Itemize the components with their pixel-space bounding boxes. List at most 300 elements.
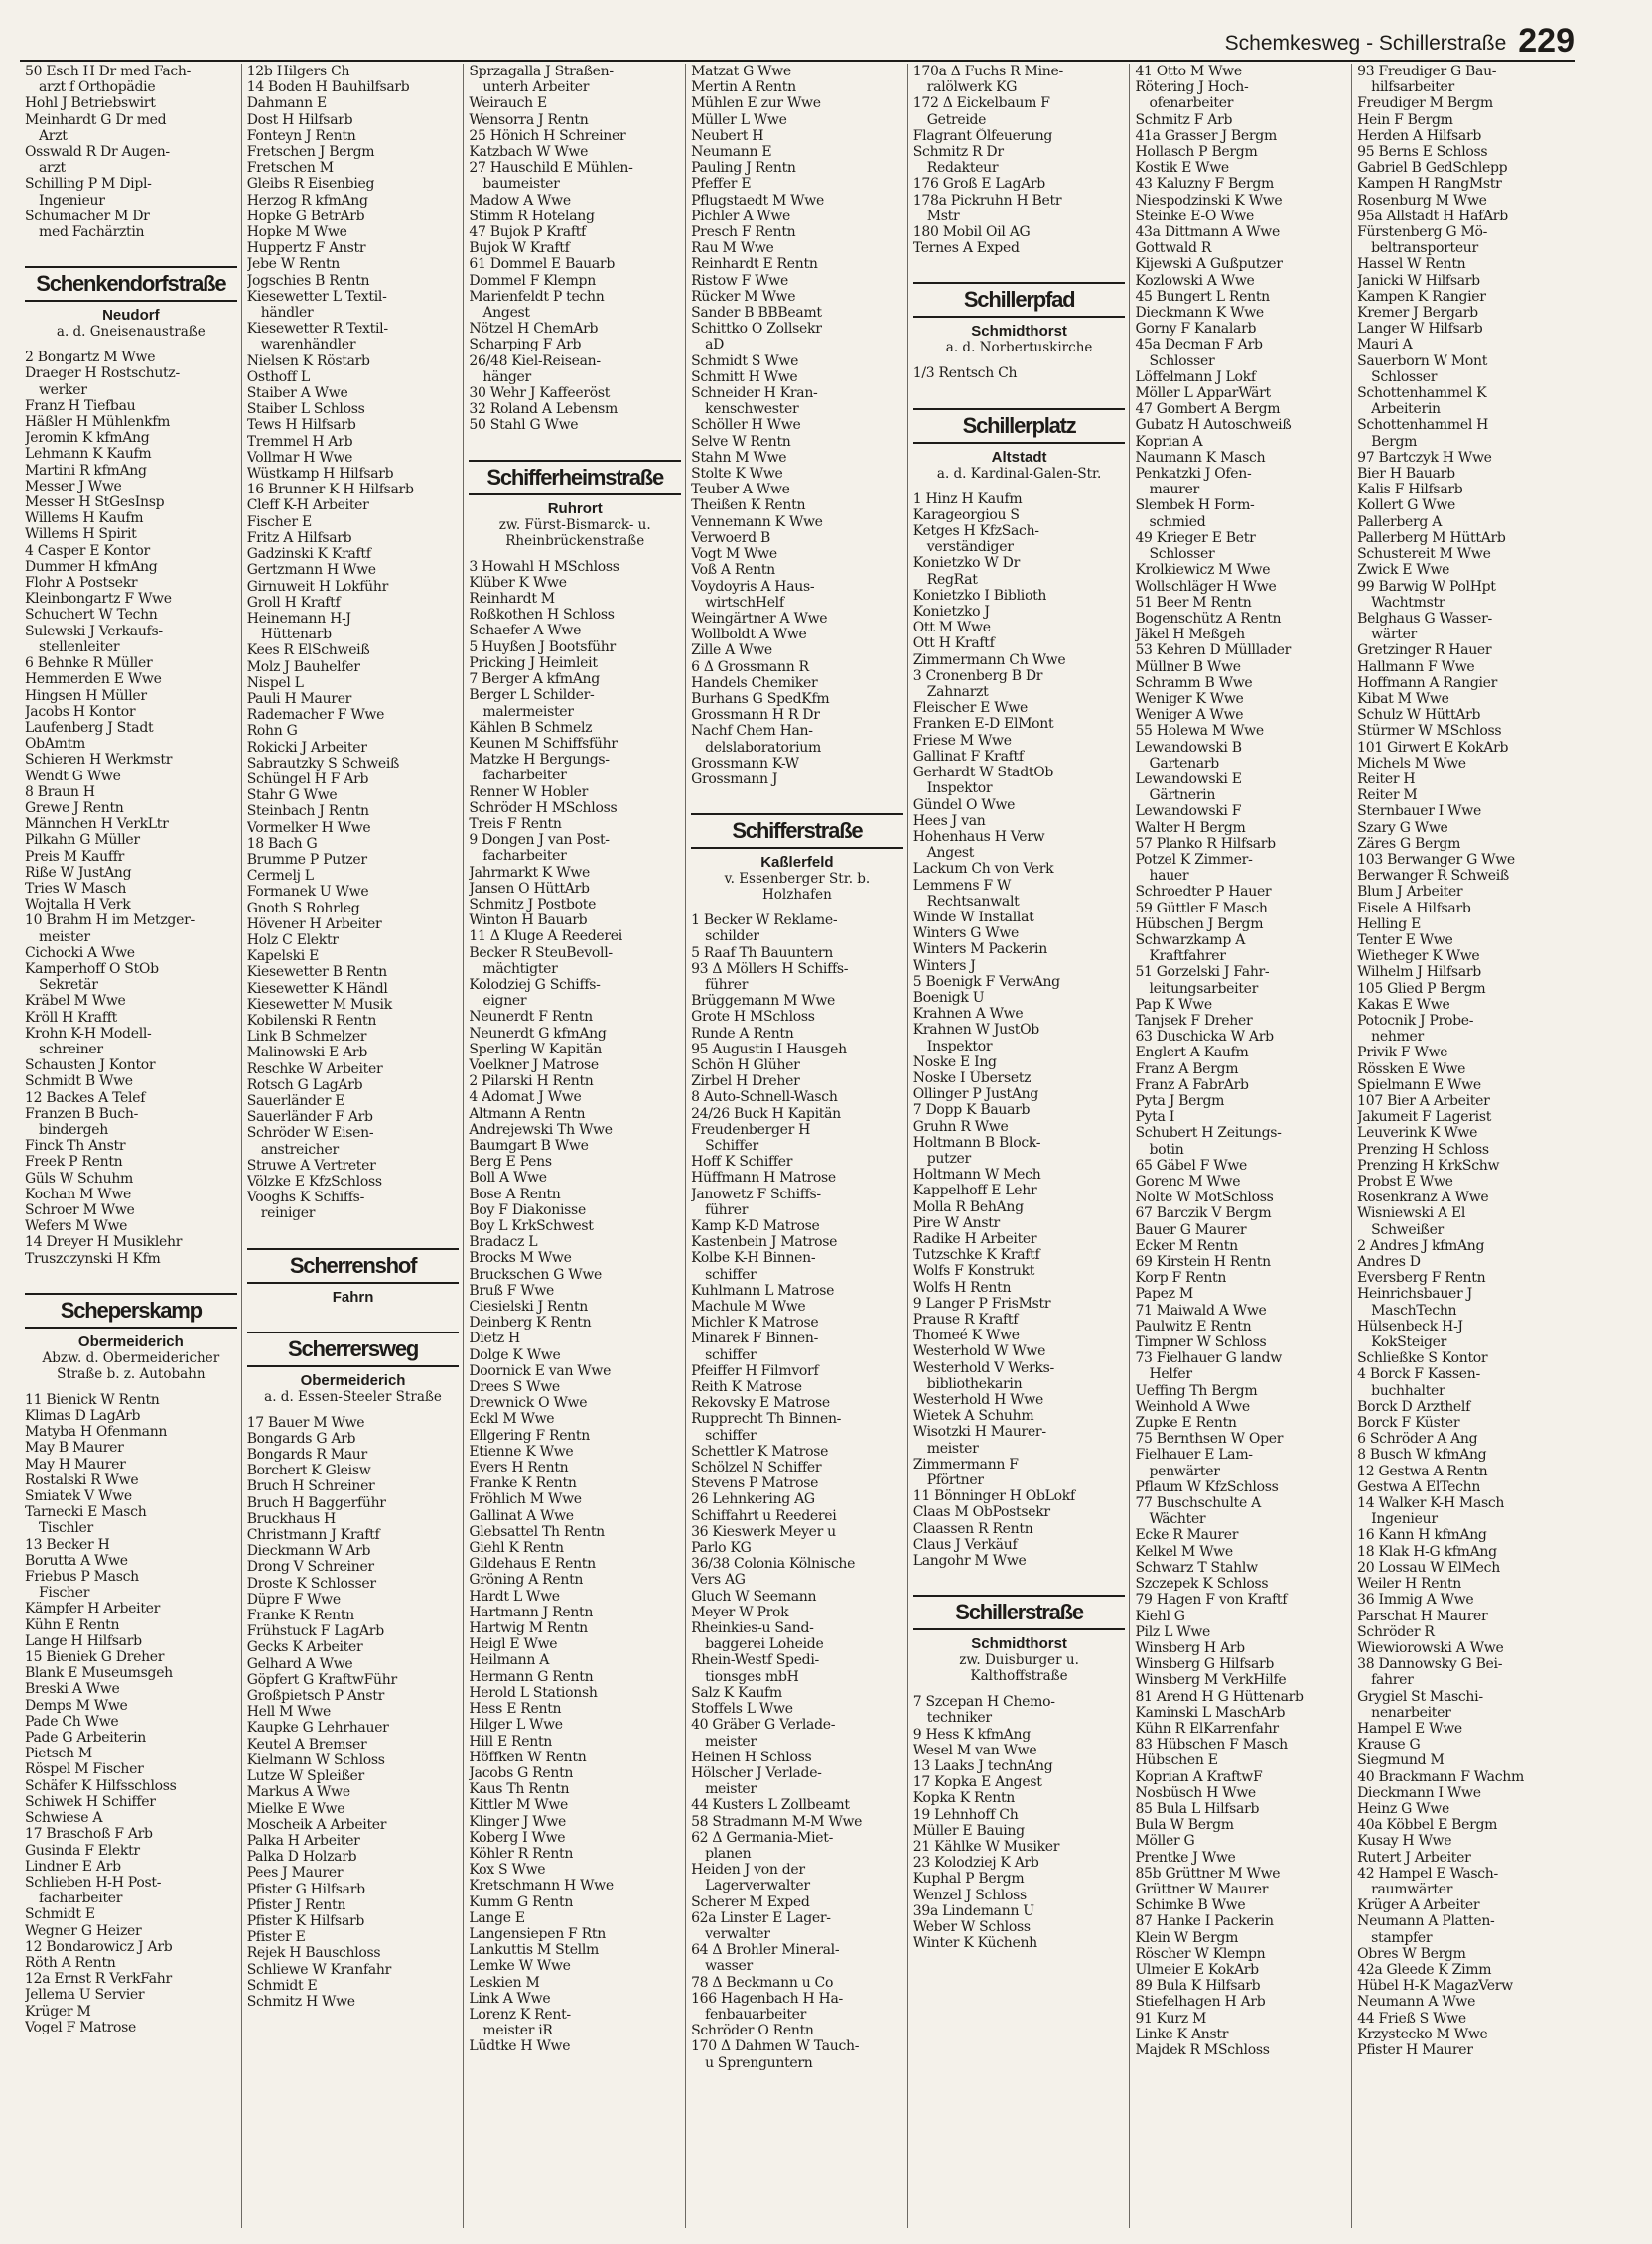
resident-entry: Pallerberg M HüttArb (1357, 529, 1506, 546)
resident-entry: 71 Maiwald A Wwe (1135, 1302, 1267, 1319)
resident-entry: Gabriel B GedSchlepp (1357, 160, 1508, 177)
resident-entry: MaschTechn (1371, 1302, 1457, 1319)
resident-entry: Hemmerden E Wwe (25, 671, 162, 688)
resident-entry: Machule M Wwe (691, 1299, 806, 1316)
resident-entry: Ciesielski J Rentn (469, 1299, 589, 1316)
resident-entry: Jakumeit F Lagerist (1357, 1109, 1492, 1126)
resident-entry: Rau M Wwe (691, 240, 774, 257)
resident-entry: Theißen K Rentn (691, 497, 806, 514)
resident-entry: Wisniewski A El (1357, 1205, 1466, 1222)
resident-entry: Palka H Arbeiter (246, 1832, 360, 1849)
resident-entry: Kühn E Rentn (25, 1616, 120, 1633)
resident-entry: Kolodziej G Schiffs- (469, 976, 601, 993)
resident-entry: KokSteiger (1371, 1334, 1447, 1351)
resident-entry: Reiter H (1357, 771, 1416, 787)
resident-entry: Lewandowski F (1135, 803, 1242, 820)
resident-entry: 50 Esch H Dr med Fach- (25, 64, 192, 79)
resident-entry: Jellema U Servier (25, 1987, 145, 2004)
resident-entry: Pietsch M (25, 1746, 92, 1762)
resident-entry: Vooghs K Schiffs- (246, 1190, 364, 1206)
resident-entry: Holtmann W Mech (912, 1167, 1041, 1184)
resident-entry: Gusinda F Elektr (25, 1842, 140, 1859)
resident-entry: Kaupke G Lehrhauer (246, 1720, 389, 1737)
resident-entry: Bogenschütz A Rentn (1135, 610, 1282, 627)
resident-entry: 93 Δ Möllers H Schiffs- (691, 960, 849, 977)
resident-entry: Heigl E Wwe (469, 1636, 558, 1653)
resident-entry: Schröder H MSchloss (469, 799, 618, 816)
resident-entry: Schubert H Zeitungs- (1135, 1125, 1282, 1142)
resident-entry: Schlieben H-H Post- (25, 1874, 162, 1891)
resident-entry: Jeromin K kfmAng (25, 430, 150, 447)
resident-entry: Dieckmann W Arb (246, 1543, 371, 1560)
resident-entry: 105 Glied P Bergm (1357, 980, 1486, 997)
resident-entry: 25 Hönich H Schreiner (469, 127, 626, 144)
resident-entry: 41a Grasser J Bergm (1135, 127, 1277, 144)
resident-entry: Schmitz F Arb (1135, 111, 1233, 128)
resident-entry: 1 Hinz H Kaufm (912, 491, 1023, 507)
resident-entry: Kuphal P Bergm (912, 1871, 1025, 1888)
resident-entry: Flagrant Ölfeuerung (912, 127, 1053, 144)
resident-entry: Schmidt B Wwe (25, 1073, 133, 1090)
resident-entry: meister (39, 928, 90, 945)
resident-entry: Schiwek H Schiffer (25, 1793, 156, 1810)
resident-entry: Franzen B Buch- (25, 1105, 139, 1122)
resident-entry: Weirauch E (469, 95, 547, 112)
resident-entry: Ueffing Th Bergm (1135, 1382, 1258, 1399)
resident-entry: Boll A Wwe (469, 1170, 547, 1187)
resident-entry: Stürmer W MSchloss (1357, 723, 1502, 740)
resident-entry: Bergm (1371, 433, 1418, 450)
resident-entry: Prause R Kraftf (912, 1312, 1019, 1328)
resident-entry: Ecker M Rentn (1135, 1237, 1238, 1254)
resident-entry: Hartwig M Rentn (469, 1620, 588, 1637)
resident-entry: anstreicher (260, 1141, 339, 1158)
resident-entry: Kühn R ElKarrenfahr (1135, 1720, 1279, 1737)
resident-entry: Schröder W Eisen- (246, 1125, 374, 1142)
resident-entry: Angest (926, 845, 975, 862)
resident-entry: Rohn G (246, 723, 298, 740)
resident-entry: Krahnen W JustOb (912, 1022, 1039, 1039)
resident-entry: Gallinat F Kraftf (912, 748, 1024, 765)
resident-entry: Lüdtke H Wwe (469, 2038, 571, 2055)
resident-entry: Kalis F Hilfsarb (1357, 482, 1463, 498)
resident-entry: Parschat H Maurer (1357, 1608, 1488, 1624)
resident-entry: Borchert K Gleisw (246, 1463, 371, 1479)
resident-entry: händler (260, 305, 314, 322)
resident-entry: Evers H Rentn (469, 1460, 569, 1476)
resident-entry: Jansen O HüttArb (469, 880, 590, 897)
resident-entry: meister iR (482, 2023, 553, 2039)
resident-entry: 36 Kieswerk Meyer u (691, 1523, 836, 1540)
resident-entry: Schröder O Rentn (691, 2023, 814, 2039)
street-name: Schillerstraße (913, 1595, 1126, 1630)
resident-entry: 83 Hübschen F Masch (1135, 1737, 1288, 1753)
resident-entry: 36/38 Colonia Kölnische (691, 1556, 856, 1573)
resident-entry: 2 Pilarski H Rentn (469, 1073, 594, 1090)
resident-entry: Becker R SteuBevoll- (469, 944, 613, 961)
resident-entry: Schmidt E (246, 1977, 318, 1994)
resident-entry: wirtschHelf (705, 594, 784, 611)
resident-entry: Jahrmarkt K Wwe (469, 864, 590, 881)
resident-entry: Bongards R Maur (246, 1447, 367, 1464)
resident-entry: Prenzing H KrkSchw (1357, 1157, 1500, 1174)
resident-entry: Zahnarzt (926, 684, 989, 701)
resident-entry: Burhans G SpedKfm (691, 690, 830, 707)
resident-entry: Matzat G Wwe (691, 64, 791, 79)
resident-entry: Hardt L Wwe (469, 1588, 560, 1605)
resident-entry: med Fachärztin (39, 224, 145, 241)
resident-entry: Matzke H Bergungs- (469, 752, 610, 769)
resident-entry: 79 Hagen F von Kraftf (1135, 1592, 1288, 1609)
resident-entry: Grossmann H R Dr (691, 707, 820, 724)
resident-entry: Madow A Wwe (469, 192, 571, 209)
resident-entry: Wendt G Wwe (25, 768, 121, 784)
resident-entry: Molz J Bauhelfer (246, 658, 360, 675)
resident-entry: Schmidt S Wwe (691, 352, 799, 369)
resident-entry: 6 Δ Grossmann R (691, 658, 809, 675)
resident-entry: techniker (926, 1710, 992, 1727)
resident-entry: Männchen H VerkLtr (25, 816, 169, 833)
resident-entry: Konietzko I Biblioth (912, 587, 1047, 604)
resident-entry: Bujok W Kraftf (469, 240, 570, 257)
resident-entry: Lewandowski E (1135, 771, 1242, 787)
resident-entry: führer (705, 976, 749, 993)
resident-entry: 14 Walker K-H Masch (1357, 1495, 1505, 1512)
resident-entry: Krause G (1357, 1737, 1421, 1753)
resident-entry: Weber W Schloss (912, 1919, 1031, 1936)
resident-entry: Vogt M Wwe (691, 546, 777, 563)
resident-entry: Tutzschke K Kraftf (912, 1247, 1040, 1264)
resident-entry: Tanjsek F Dreher (1135, 1012, 1253, 1029)
resident-entry: 3 Howahl H MSchloss (469, 558, 620, 575)
resident-entry: Gretzinger R Hauer (1357, 642, 1492, 659)
resident-entry: Steinbach J Rentn (246, 803, 369, 820)
resident-entry: facharbeiter (482, 848, 567, 865)
resident-entry: Jebe W Rentn (246, 256, 341, 273)
resident-entry: Pricking J Heimleit (469, 654, 598, 671)
resident-entry: Stolte K Wwe (691, 466, 783, 483)
resident-entry: 91 Kurz M (1135, 2010, 1207, 2027)
resident-entry: Hassel W Rentn (1357, 256, 1466, 273)
resident-entry: Majdek R MSchloss (1135, 2041, 1270, 2058)
resident-entry: 11 Bienick W Rentn (25, 1391, 160, 1408)
resident-entry: nehmer (1371, 1029, 1424, 1046)
resident-entry: Hingsen H Müller (25, 687, 147, 704)
resident-entry: delslaboratorium (705, 739, 821, 756)
resident-entry: 73 Fielhauer G landw (1135, 1350, 1282, 1367)
resident-entry: Kleinbongartz F Wwe (25, 591, 172, 608)
resident-entry: mächtigter (482, 960, 558, 977)
resident-entry: Meyer W Prok (691, 1604, 789, 1620)
resident-entry: Rademacher F Wwe (246, 707, 385, 724)
resident-entry: Gorny F Kanalarb (1135, 321, 1257, 338)
resident-entry: Staiber A Wwe (246, 385, 348, 402)
resident-entry: Sprzagalla J Straßen- (469, 64, 614, 79)
resident-entry: Winton H Bauarb (469, 912, 588, 929)
street-location-note: zw. Duisburger u. Kalthoffstraße (959, 1652, 1079, 1685)
resident-entry: Schlosser (1149, 546, 1215, 563)
resident-entry: Rötering J Hoch- (1135, 79, 1249, 96)
resident-entry: Tischler (39, 1520, 93, 1537)
resident-entry: bibliothekarin (926, 1375, 1023, 1392)
resident-entry: Wollboldt A Wwe (691, 627, 807, 643)
resident-entry: wärter (1371, 627, 1417, 643)
street-location-note: a. d. Norbertuskirche (945, 340, 1093, 356)
resident-entry: Heinz G Wwe (1357, 1800, 1449, 1817)
resident-entry: 12a Ernst R VerkFahr (25, 1971, 172, 1988)
resident-entry: Kuhlmann L Matrose (691, 1282, 835, 1299)
resident-entry: Rejek H Bauschloss (246, 1945, 381, 1962)
street-block (25, 266, 237, 340)
resident-entry: Hübschen J Bergm (1135, 915, 1264, 932)
resident-entry: 42 Hampel E Wasch- (1357, 1865, 1498, 1882)
resident-entry: Link A Wwe (469, 1990, 551, 2007)
resident-entry: stellenleiter (39, 638, 120, 655)
street-block (913, 1595, 1126, 1684)
resident-entry: 42a Gleede K Zimm (1357, 1961, 1492, 1978)
resident-entry: Ellgering F Rentn (469, 1427, 590, 1444)
resident-entry: 77 Buschschulte A (1135, 1495, 1261, 1512)
resident-entry: Kielmann W Schloss (246, 1752, 385, 1768)
resident-entry: Bruckschen G Wwe (469, 1266, 602, 1283)
resident-entry: Bruckhaus H (246, 1510, 336, 1527)
resident-entry: baggerei Loheide (705, 1636, 824, 1653)
resident-entry: 11 Δ Kluge A Reederei (469, 928, 622, 945)
resident-entry: Freudiger M Bergm (1357, 95, 1493, 112)
resident-entry: Vormelker H Wwe (246, 819, 371, 836)
resident-entry: Mielke E Wwe (246, 1800, 345, 1817)
street-district: Neudorf (102, 307, 160, 325)
resident-entry: Vollmar H Wwe (246, 449, 353, 466)
resident-entry: Pyta I (1135, 1109, 1174, 1126)
resident-entry: 44 Frieß S Wwe (1357, 2010, 1466, 2027)
resident-entry: Pfister K Hilfsarb (246, 1912, 365, 1929)
resident-entry: 32 Roland A Lebensm (469, 401, 619, 418)
resident-entry: schreiner (39, 1041, 103, 1057)
resident-entry: Rössken E Wwe (1357, 1060, 1466, 1077)
page-header (20, 18, 1575, 62)
resident-entry: Doornick E van Wwe (469, 1362, 612, 1379)
resident-entry: Schottenhammel K (1357, 385, 1487, 402)
resident-entry: Fretschen M (246, 160, 334, 177)
resident-entry: Paulwitz E Rentn (1135, 1318, 1252, 1334)
resident-entry: Stahr G Wwe (246, 787, 338, 804)
resident-entry: Kretschmann H Wwe (469, 1878, 614, 1894)
resident-entry: Reith K Matrose (691, 1379, 802, 1396)
resident-entry: Lehmann K Kaufm (25, 446, 152, 463)
resident-entry: Mstr (926, 208, 960, 224)
resident-entry: Franke K Rentn (469, 1475, 577, 1492)
resident-entry: Stimm R Hotelang (469, 208, 595, 224)
resident-entry: Kiesewetter K Händl (246, 980, 388, 997)
resident-entry: Lindner E Arb (25, 1858, 121, 1875)
resident-entry: Lutze W Spleißer (246, 1768, 364, 1785)
resident-entry: Borutta A Wwe (25, 1552, 128, 1569)
resident-entry: Jacobs G Rentn (469, 1764, 574, 1781)
resident-entry: Arbeiterin (1371, 401, 1441, 418)
resident-entry: Kaus Th Rentn (469, 1781, 570, 1798)
resident-entry: Hartmann J Rentn (469, 1604, 594, 1620)
resident-entry: facharbeiter (482, 768, 567, 784)
resident-entry: Göpfert G KraftwFühr (246, 1671, 397, 1688)
resident-entry: Gnoth S Rohrleg (246, 900, 360, 916)
resident-entry: Schausten J Kontor (25, 1057, 156, 1074)
resident-entry: 166 Hagenbach H Ha- (691, 1990, 843, 2007)
resident-entry: Pflugstaedt M Wwe (691, 192, 824, 209)
resident-entry: fenbauarbeiter (705, 2006, 807, 2023)
resident-entry: Jäkel H Meßgeh (1135, 627, 1245, 643)
resident-entry: 20 Lossau W ElMech (1357, 1559, 1500, 1576)
resident-entry: Gottwald R (1135, 240, 1212, 257)
resident-entry: 26/48 Kiel-Reisean- (469, 352, 601, 369)
resident-entry: Sperling W Kapitän (469, 1041, 602, 1057)
resident-entry: RegRat (926, 571, 978, 588)
resident-entry: Ingenieur (39, 192, 105, 209)
resident-entry: Fröhlich M Wwe (469, 1491, 582, 1508)
resident-entry: Langer W Hilfsarb (1357, 321, 1483, 338)
resident-entry: 1/3 Rentsch Ch (912, 365, 1018, 382)
resident-entry: Klüber K Wwe (469, 574, 567, 591)
resident-entry: Pire W Anstr (912, 1214, 1000, 1231)
resident-entry: Vogel F Matrose (25, 2019, 136, 2035)
resident-entry: Parlo KG (691, 1540, 752, 1557)
resident-entry: Prentke J Wwe (1135, 1849, 1236, 1866)
resident-entry: Gruhn R Wwe (912, 1118, 1009, 1135)
resident-entry: Winsberg G Hilfsarb (1135, 1656, 1275, 1673)
resident-entry: 61 Dommel E Bauarb (469, 256, 615, 273)
resident-entry: Friebus P Masch (25, 1569, 139, 1586)
resident-entry: Groll H Kraftf (246, 594, 341, 611)
resident-entry: Nötzel H ChemArb (469, 321, 599, 338)
resident-entry: Rhein-Westf Spedi- (691, 1652, 819, 1669)
resident-entry: 17 Bauer M Wwe (246, 1414, 365, 1431)
street-district: Schmidthorst (971, 323, 1067, 341)
resident-entry: schiffer (705, 1427, 757, 1444)
resident-entry: 27 Hauschild E Mühlen- (469, 160, 633, 177)
resident-entry: Neunerdt G kfmAng (469, 1025, 607, 1042)
resident-entry: Grossmann J (691, 771, 778, 787)
resident-entry: Gestwa A ElTechn (1357, 1478, 1481, 1495)
resident-entry: Schröder R (1357, 1623, 1435, 1640)
resident-entry: Kusay H Wwe (1357, 1833, 1452, 1850)
resident-entry: Osthoff L (246, 368, 310, 385)
resident-entry: Lewandowski B (1135, 739, 1242, 756)
resident-entry: 41 Otto M Wwe (1135, 64, 1242, 79)
resident-entry: Potzel K Zimmer- (1135, 851, 1253, 868)
resident-entry: Runde A Rentn (691, 1025, 794, 1042)
resident-entry: Drewnick O Wwe (469, 1395, 588, 1412)
resident-entry: Kochan M Wwe (25, 1186, 132, 1202)
resident-entry: Gärtnerin (1149, 787, 1216, 804)
resident-entry: Hees J van (912, 812, 986, 829)
resident-entry: Szczepek K Schloss (1135, 1576, 1269, 1593)
resident-entry: Michels M Wwe (1357, 755, 1466, 771)
resident-entry: Droste K Schlosser (246, 1575, 376, 1592)
resident-entry: 8 Braun H (25, 783, 95, 800)
resident-entry: Bradacz L (469, 1234, 538, 1251)
resident-entry: Pfeiffer H Filmvorf (691, 1362, 819, 1379)
resident-entry: 93 Freudiger G Bau- (1357, 64, 1497, 79)
resident-entry: 9 Dongen J van Post- (469, 832, 610, 849)
resident-entry: Mauri A (1357, 337, 1413, 353)
resident-entry: schmied (1149, 513, 1206, 530)
resident-entry: Koprian A (1135, 433, 1203, 450)
resident-entry: Pförtner (926, 1473, 984, 1489)
resident-entry: Grote H MSchloss (691, 1009, 815, 1026)
resident-entry: Treis F Rentn (469, 815, 562, 832)
street-block (469, 460, 681, 549)
resident-entry: Krüger A Arbeiter (1357, 1897, 1480, 1914)
resident-entry: 51 Beer M Rentn (1135, 594, 1252, 611)
resident-entry: Winters J (912, 957, 976, 974)
resident-entry: Thomeé K Wwe (912, 1328, 1020, 1344)
resident-entry: Obres W Bergm (1357, 1945, 1466, 1962)
resident-entry: Kählen B Schmelz (469, 719, 593, 736)
resident-entry: Hermann G Rentn (469, 1668, 594, 1685)
resident-entry: Sauerländer E (246, 1093, 345, 1109)
resident-entry: ofenarbeiter (1149, 95, 1234, 112)
resident-entry: Handels Chemiker (691, 674, 818, 691)
resident-entry: Baumgart B Wwe (469, 1137, 589, 1154)
resident-entry: Schlosser (1149, 352, 1215, 369)
resident-entry: 75 Bernthsen W Oper (1135, 1431, 1284, 1448)
resident-entry: Pichler A Wwe (691, 208, 791, 224)
resident-entry: hauer (1149, 868, 1189, 885)
resident-entry: Flohr A Postsekr (25, 575, 138, 592)
resident-entry: Karageorgiou S (912, 506, 1020, 523)
street-name: Schifferstraße (691, 813, 903, 849)
resident-entry: Zirbel H Dreher (691, 1073, 800, 1090)
resident-entry: Zwick E Wwe (1357, 562, 1450, 579)
resident-entry: Schottenhammel H (1357, 417, 1489, 434)
resident-entry: Westerhold H Wwe (912, 1392, 1043, 1409)
resident-entry: 58 Stradmann M-M Wwe (691, 1813, 863, 1830)
street-location-note: Abzw. d. Obermeidericher Straße b. z. Autobahn (42, 1349, 220, 1382)
resident-entry: werker (39, 381, 87, 398)
resident-entry: Ott M Wwe (912, 620, 991, 636)
resident-entry: Teuber A Wwe (691, 482, 790, 498)
resident-entry: Grossmann K-W (691, 755, 799, 771)
resident-entry: Franz A FabrArb (1135, 1076, 1249, 1093)
resident-entry: Willems H Spirit (25, 526, 137, 543)
resident-entry: 95a Allstadt H HafArb (1357, 208, 1508, 224)
resident-entry: Reschke W Arbeiter (246, 1060, 383, 1077)
resident-entry: Schilling P M Dipl- (25, 176, 152, 193)
resident-entry: Bongards G Arb (246, 1430, 356, 1447)
resident-entry: Bruch H Baggerführ (246, 1494, 386, 1511)
resident-entry: 39a Lindemann U (912, 1902, 1034, 1919)
resident-entry: Rheinkies-u Sand- (691, 1620, 814, 1637)
resident-entry: Katzbach W Wwe (469, 144, 589, 161)
street-location-note: a. d. Essen-Steeler Straße (264, 1388, 442, 1405)
street-block (247, 1248, 460, 1306)
resident-entry: Bier H Bauarb (1357, 466, 1455, 483)
resident-entry: Kappelhoff E Lehr (912, 1183, 1037, 1199)
resident-entry: Lankuttis M Stellm (469, 1942, 600, 1959)
resident-entry: Altmann A Rentn (469, 1105, 586, 1122)
resident-entry: Herden A Hilfsarb (1357, 127, 1482, 144)
resident-entry: Dietz H (469, 1331, 520, 1347)
resident-entry: Kamp K-D Matrose (691, 1218, 820, 1234)
resident-entry: Jogschies B Rentn (246, 272, 370, 289)
resident-entry: Pilz L Wwe (1135, 1623, 1211, 1640)
resident-entry: Dost H Hilfsarb (246, 111, 353, 128)
street-block (25, 1293, 237, 1382)
resident-entry: Pauling J Rentn (691, 160, 796, 177)
resident-entry: Wegner G Heizer (25, 1922, 142, 1939)
resident-entry: Gündel O Wwe (912, 796, 1016, 813)
resident-entry: Winters G Wwe (912, 925, 1020, 942)
